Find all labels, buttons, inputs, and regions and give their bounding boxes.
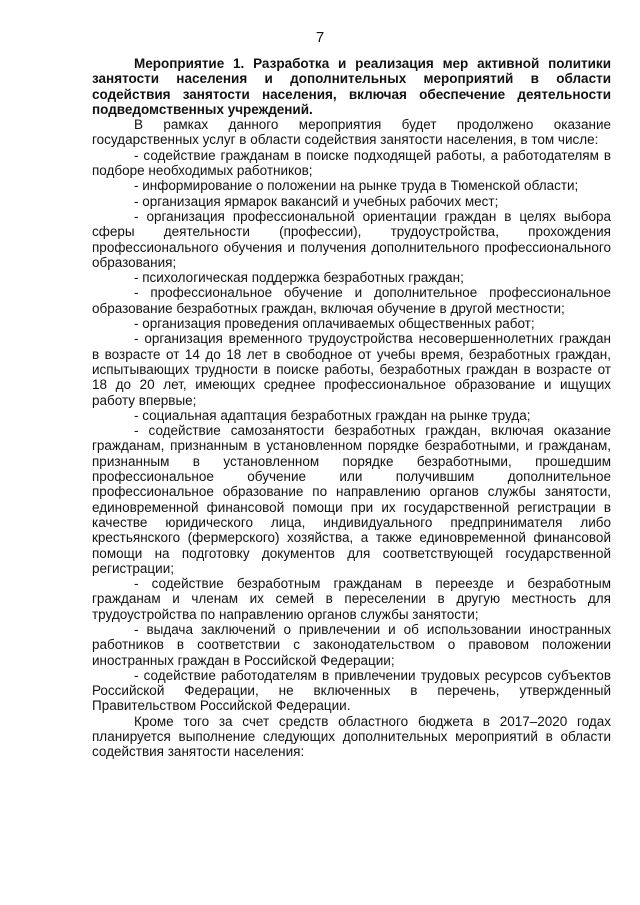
closing-paragraph: Кроме того за счет средств областного бюджета в 2017–2020 годах планируется выполнение следующих дополнительных мероприятий в области содействия занятости населения: (92, 713, 611, 760)
list-item: - содействие работодателям в привлечении трудовых ресурсов субъектов Российской Федерации, не включенных в перечень, утвержденный Правительством Российской Федерации. (92, 667, 611, 714)
services-list (92, 148, 611, 714)
list-item: - психологическая поддержка безработных граждан; (134, 270, 464, 286)
list-item: - выдача заключений о привлечении и об использовании иностранных работников в соответствии с законодательством о правовом положении иностранных граждан в Российской Федерации; (92, 621, 611, 668)
list-item: - содействие безработным гражданам в переезде и безработным гражданам и членам их семей в переселении в другую местность для трудоустройства по направлению органов службы занятости; (92, 576, 611, 622)
list-item: - организация проведения оплачиваемых общественных работ; (134, 316, 535, 332)
document-body (92, 56, 611, 760)
intro-paragraph: В рамках данного мероприятия будет продолжено оказание государственных услуг в области содействия занятости населения, в том числе: (92, 117, 611, 148)
list-item: - содействие самозанятости безработных граждан, включая оказание гражданам, признанным в установленном порядке безработными, и гражданам, признанным в установленном порядке безработными, прошедшим профессиональное обучение или получившим дополнительное профессиональное образование по направлению органов службы занятости, единовременной финансовой помощи при их государственной регистрации в качестве юридического лица, индивидуального предпринимателя либо крестьянского (фермерского) хозяйства, а также единовременной финансовой помощи на подготовку документов для соответствующей государственной регистрации; (92, 423, 611, 576)
section-heading: Мероприятие 1. Разработка и реализация мер активной политики занятости населения и дополнительных мероприятий в области содействия занятости населения, включая обеспечение деятельности подведомственных учреждений. (92, 56, 611, 117)
list-item: - профессиональное обучение и дополнительное профессиональное образование безработных граждан, включая обучение в другой местности; (92, 285, 611, 316)
page-number: 7 (315, 29, 325, 46)
list-item: - информирование о положении на рынке труда в Тюменской области; (134, 178, 579, 194)
list-item: - социальная адаптация безработных граждан на рынке труда; (134, 407, 531, 423)
list-item: - содействие гражданам в поиске подходящей работы, а работодателям в подборе необходимых работников; (92, 147, 611, 179)
list-item: - организация ярмарок вакансий и учебных рабочих мест; (134, 193, 499, 209)
list-item: - организация временного трудоустройства несовершеннолетних граждан в возрасте от 14 до 18 лет в свободное от учебы время, безработных граждан, испытывающих трудности в поиске работы, безработных граждан в возрасте от 18 до 20 лет, имеющих среднее профессиональное образование и ищущих работу впервые; (92, 331, 611, 408)
list-item: - организация профессиональной ориентации граждан в целях выбора сферы деятельности (профессии), трудоустройства, прохождения профессионального обучения и получения дополнительного профессионального образования; (92, 208, 611, 270)
